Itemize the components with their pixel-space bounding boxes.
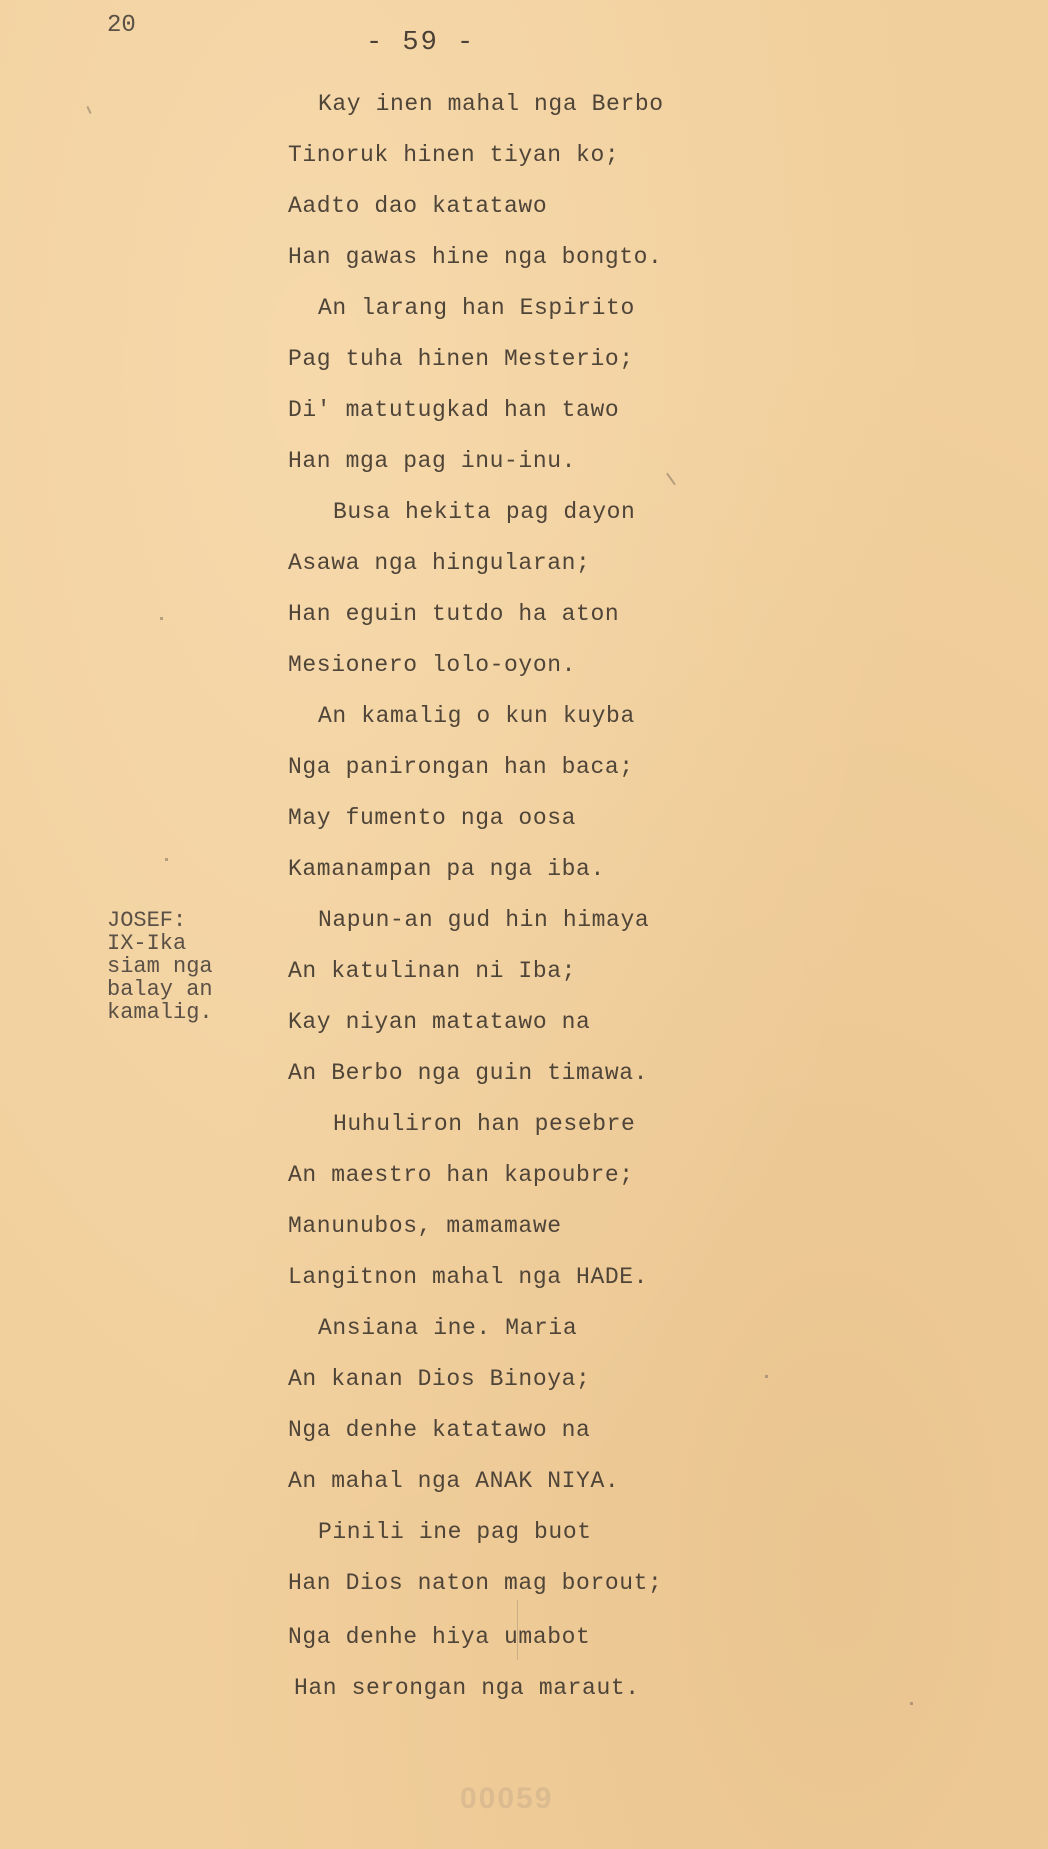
verse-line: Kay niyan matatawo na: [288, 1009, 591, 1035]
verse-line: Langitnon mahal nga HADE.: [288, 1264, 649, 1290]
ink-mark: [765, 1375, 768, 1378]
verse-line: An mahal nga ANAK NIYA.: [288, 1468, 620, 1494]
verse-line: Asawa nga hingularan;: [288, 550, 591, 576]
verse-line: An kanan Dios Binoya;: [288, 1366, 591, 1392]
verse-line: Aadto dao katatawo: [288, 193, 548, 219]
ink-mark: [165, 858, 168, 861]
margin-note-line: JOSEF:: [107, 908, 187, 933]
verse-line: Pinili ine pag buot: [318, 1519, 592, 1545]
ink-mark: [517, 1600, 518, 1660]
margin-note-line: kamalig.: [107, 1000, 213, 1025]
verse-line: Manunubos, mamamawe: [288, 1213, 562, 1239]
verse-line: Han serongan nga maraut.: [294, 1675, 640, 1701]
ink-mark: [160, 617, 163, 620]
margin-note-line: siam nga: [107, 954, 213, 979]
verse-line: An Berbo nga guin timawa.: [288, 1060, 649, 1086]
margin-note: [107, 909, 237, 1024]
verse-line: Kamanampan pa nga iba.: [288, 856, 605, 882]
margin-note-line: balay an: [107, 977, 213, 1002]
verse-line: Han mga pag inu-inu.: [288, 448, 577, 474]
archive-stamp: 00059: [460, 1782, 554, 1815]
verse-line: Ansiana ine. Maria: [318, 1315, 578, 1341]
verse-line: May fumento nga oosa: [288, 805, 577, 831]
verse-line: Nga denhe katatawo na: [288, 1417, 591, 1443]
verse-line: Kay inen mahal nga Berbo: [318, 91, 664, 117]
ink-mark: [86, 106, 91, 114]
page-corner-number: 20: [107, 12, 136, 39]
verse-line: Pag tuha hinen Mesterio;: [288, 346, 634, 372]
verse-line: An kamalig o kun kuyba: [318, 703, 635, 729]
verse-line: An larang han Espirito: [318, 295, 635, 321]
verse-line: Han gawas hine nga bongto.: [288, 244, 663, 270]
ink-mark: [666, 473, 676, 486]
verse-line: Tinoruk hinen tiyan ko;: [288, 142, 620, 168]
verse-line: Busa hekita pag dayon: [333, 499, 636, 525]
verse-line: Nga denhe hiya umabot: [288, 1624, 591, 1650]
verse-line: Napun-an gud hin himaya: [318, 907, 650, 933]
ink-mark: [910, 1702, 913, 1705]
verse-line: Huhuliron han pesebre: [333, 1111, 636, 1137]
verse-line: Nga panirongan han baca;: [288, 754, 634, 780]
verse-line: Han Dios naton mag borout;: [288, 1570, 663, 1596]
verse-line: Mesionero lolo-oyon.: [288, 652, 577, 678]
page-number-header: - 59 -: [366, 28, 476, 58]
margin-note-line: IX-Ika: [107, 931, 187, 956]
verse-line: Han eguin tutdo ha aton: [288, 601, 620, 627]
verse-line: Di' matutugkad han tawo: [288, 397, 620, 423]
verse-line: An katulinan ni Iba;: [288, 958, 577, 984]
verse-line: An maestro han kapoubre;: [288, 1162, 634, 1188]
